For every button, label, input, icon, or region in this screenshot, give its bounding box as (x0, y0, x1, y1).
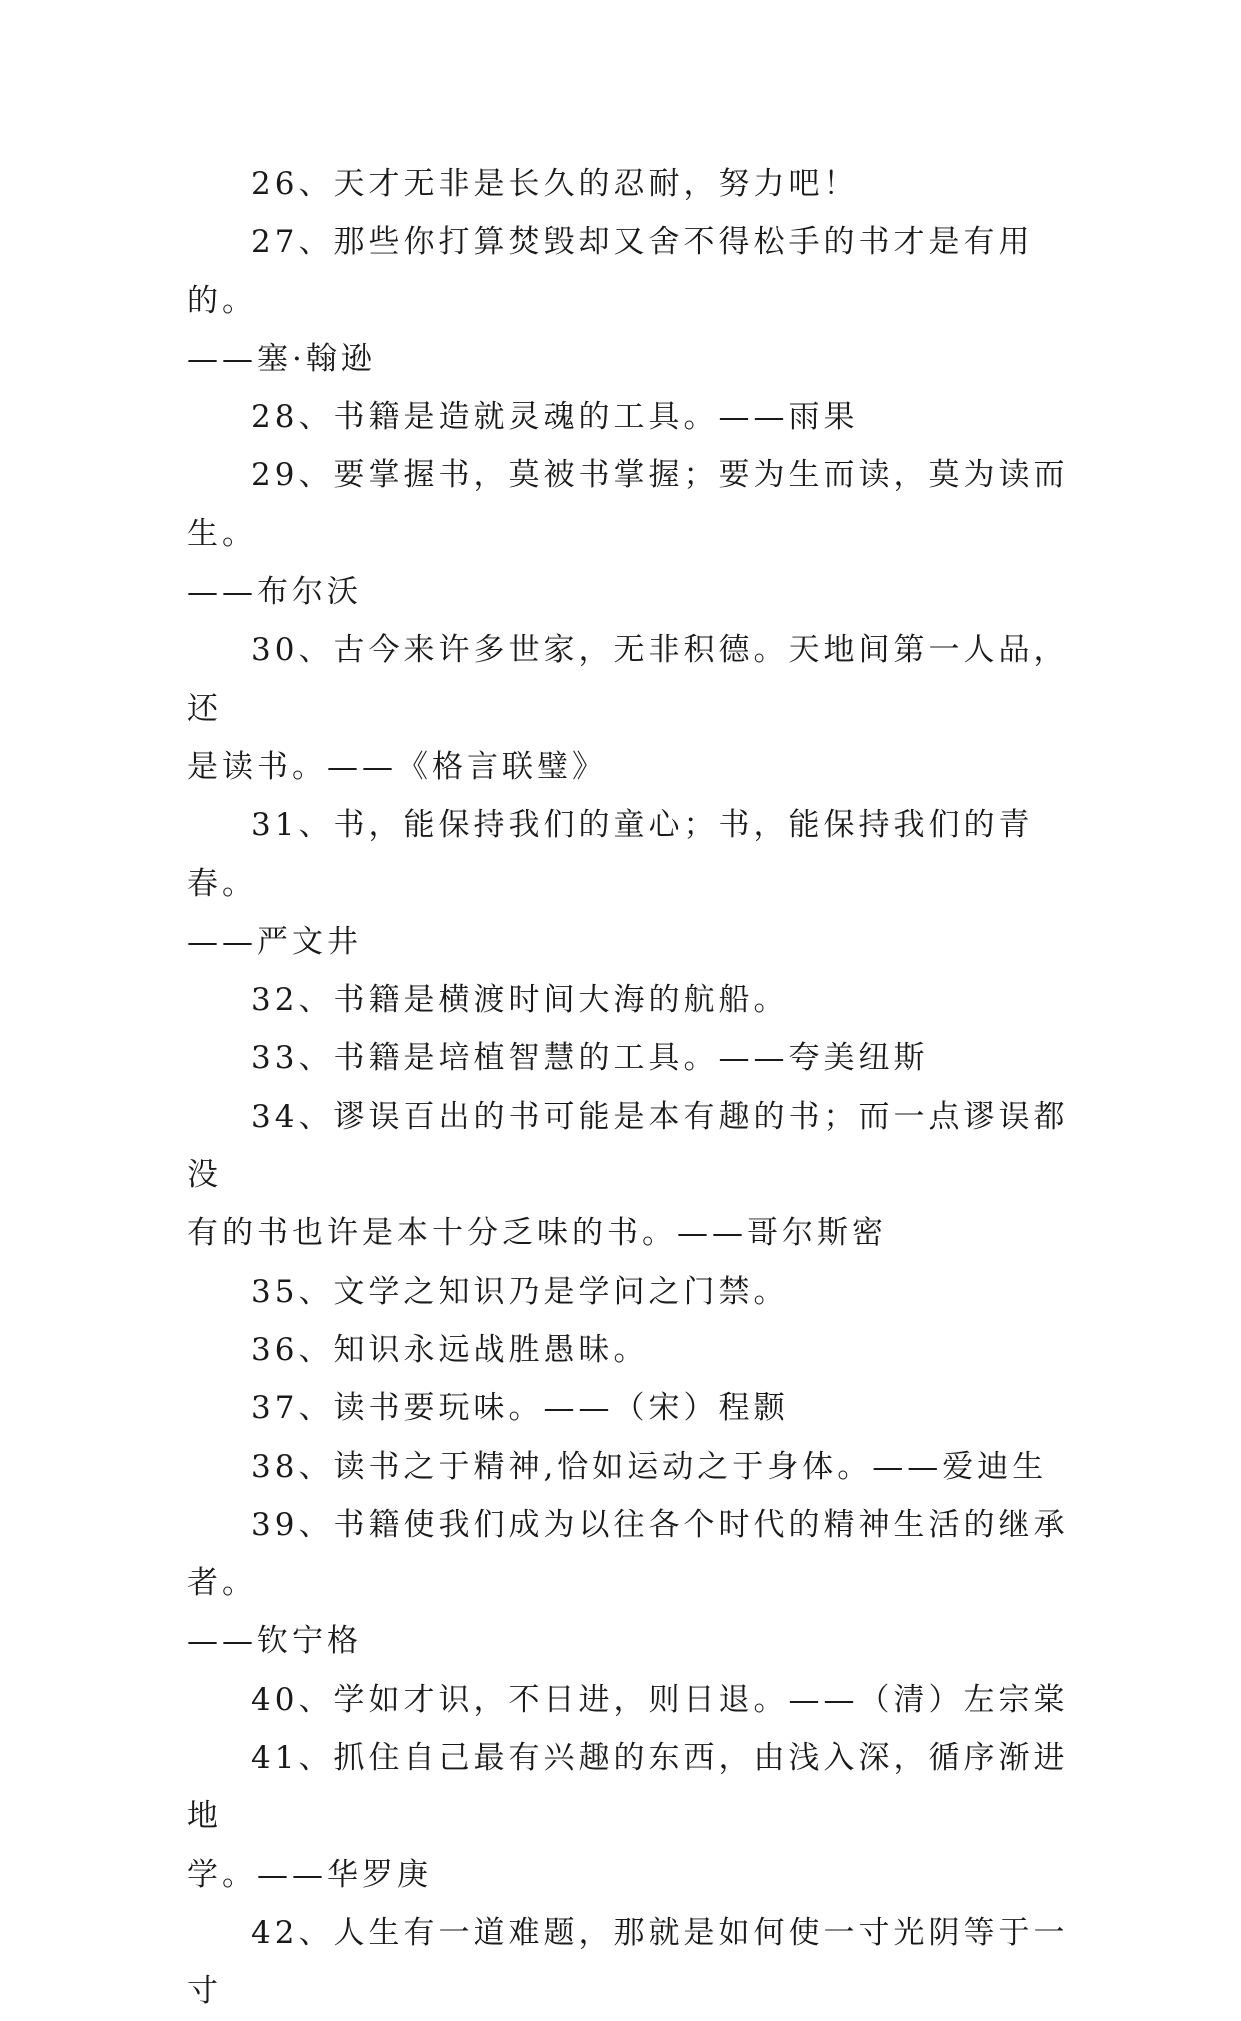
quote-paragraph (187, 971, 1087, 1029)
quote-paragraph (187, 1496, 1087, 1671)
quote-attribution: ——严文井 (187, 923, 362, 960)
quote-paragraph (187, 1438, 1087, 1496)
quote-list (187, 155, 1087, 2021)
quote-paragraph (187, 1321, 1087, 1379)
quote-text: 35、文学之知识乃是学问之门禁。 (251, 1273, 789, 1310)
quote-text: 38、读书之于精神,恰如运动之于身体。——爱迪生 (251, 1448, 1048, 1485)
quote-text: 29、要掌握书，莫被书掌握；要为生而读，莫为读而生。 (187, 457, 1069, 552)
quote-text: 32、书籍是横渡时间大海的航船。 (251, 982, 789, 1019)
quote-paragraph (187, 1379, 1087, 1437)
quote-text: 27、那些你打算焚毁却又舍不得松手的书才是有用的。 (187, 224, 1034, 319)
quote-attribution: 是读书。——《格言联璧》 (187, 748, 607, 785)
quote-attribution: ——钦宁格 (187, 1623, 362, 1660)
quote-paragraph (187, 1671, 1087, 1729)
quote-paragraph (187, 388, 1087, 446)
quote-text: 33、书籍是培植智慧的工具。——夸美纽斯 (251, 1040, 929, 1077)
quote-paragraph (187, 213, 1087, 388)
quote-text: 41、抓住自己最有兴趣的东西，由浅入深，循序渐进地 (187, 1740, 1069, 1835)
quote-paragraph (187, 1088, 1087, 1263)
quote-paragraph (187, 1729, 1087, 1904)
quote-text: 34、谬误百出的书可能是本有趣的书；而一点谬误都没 (187, 1098, 1069, 1194)
quote-text: 26、天才无非是长久的忍耐，努力吧！ (251, 166, 859, 202)
quote-paragraph (187, 621, 1087, 796)
quote-paragraph (187, 1029, 1087, 1087)
quote-text: 39、书籍使我们成为以往各个时代的精神生活的继承者。 (187, 1506, 1069, 1602)
quote-attribution: ——塞·翰逊 (187, 340, 376, 377)
quote-text: 42、人生有一道难题，那就是如何使一寸光阴等于一寸 (187, 1914, 1069, 2010)
quote-attribution: 有的书也许是本十分乏味的书。——哥尔斯密 (187, 1215, 887, 1252)
quote-attribution: 学。——华罗庚 (187, 1856, 432, 1893)
quote-paragraph (187, 446, 1087, 621)
quote-text: 36、知识永远战胜愚昧。 (251, 1331, 649, 1368)
quote-paragraph (187, 1263, 1087, 1321)
quote-attribution: ——布尔沃 (187, 574, 362, 611)
quote-paragraph (187, 796, 1087, 971)
quote-text: 28、书籍是造就灵魂的工具。——雨果 (251, 399, 859, 436)
quote-paragraph (187, 155, 1087, 213)
quote-paragraph (187, 1904, 1087, 2021)
quote-text: 40、学如才识，不日进，则日退。——（清）左宗棠 (251, 1681, 1069, 1718)
quote-text: 37、读书要玩味。——（宋）程颢 (251, 1390, 789, 1427)
quote-text: 30、古今来许多世家，无非积德。天地间第一人品，还 (187, 632, 1069, 727)
quote-text: 31、书，能保持我们的童心；书，能保持我们的青春。 (187, 807, 1034, 902)
